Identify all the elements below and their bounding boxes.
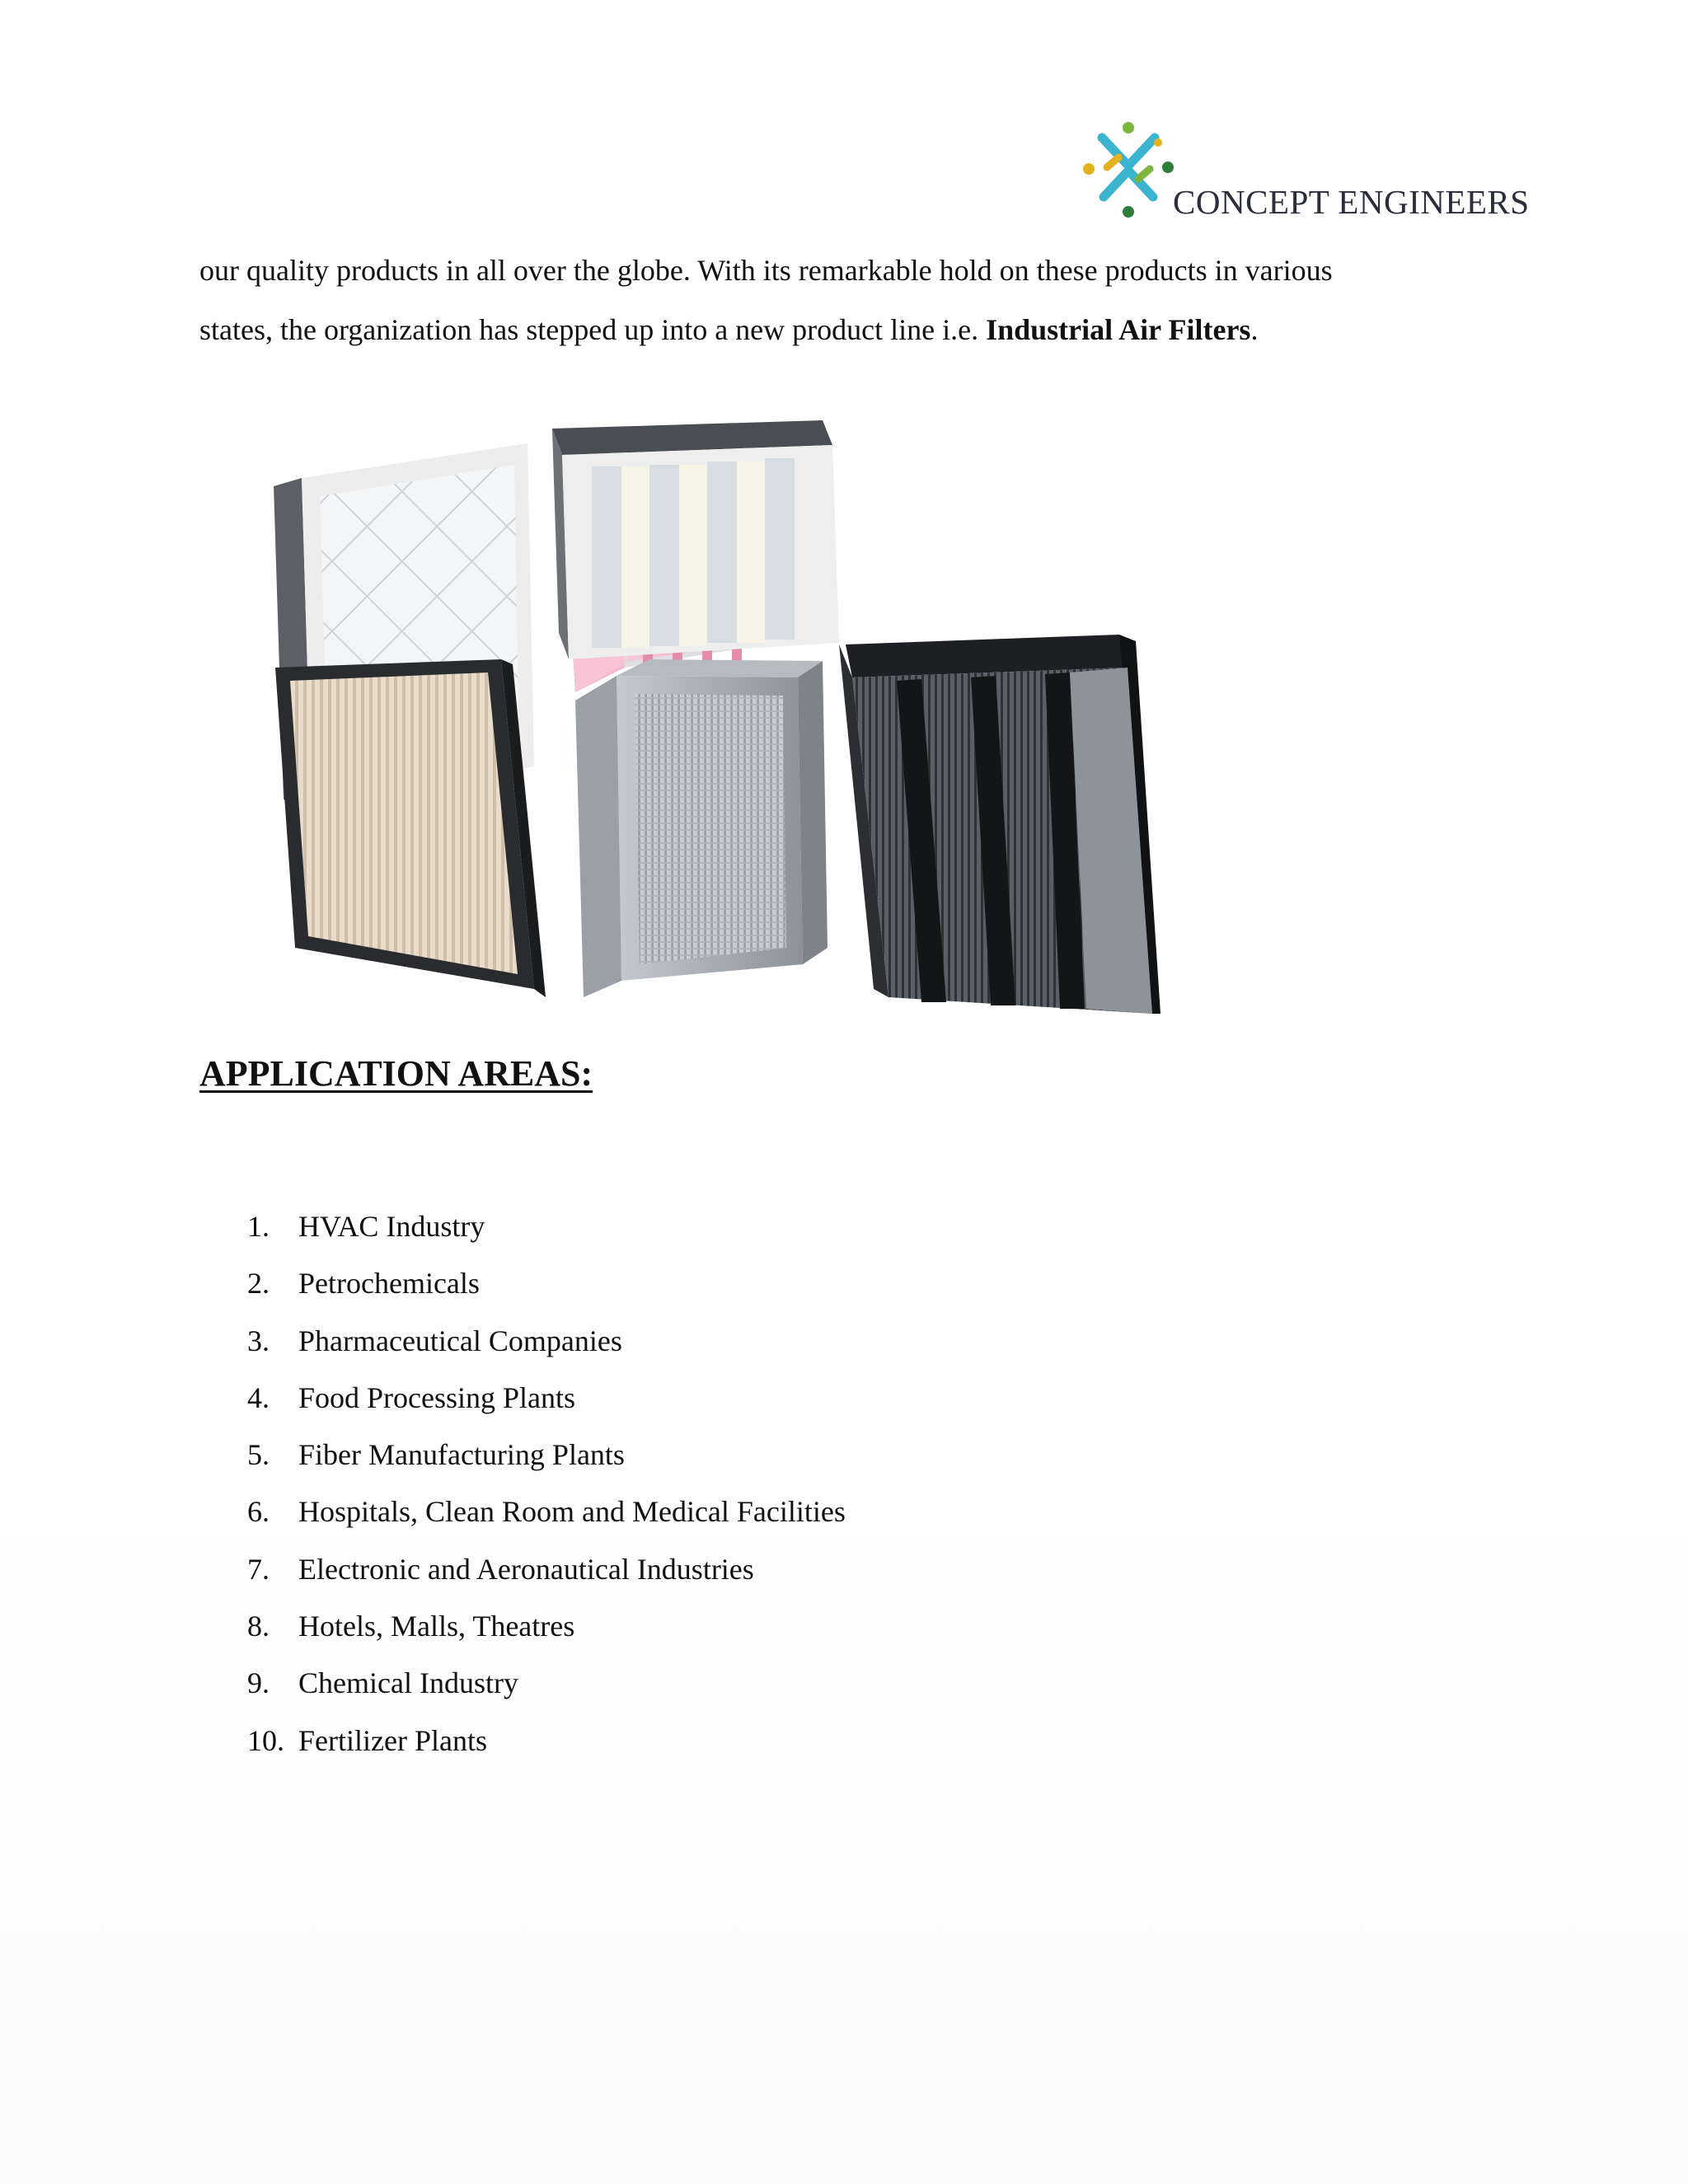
list-item-label: Hospitals, Clean Room and Medical Facilities [298,1495,846,1529]
application-areas-list [247,1202,846,1773]
list-item-number: 9. [247,1666,270,1700]
air-filters-image [262,420,1449,1014]
list-item [247,1258,846,1315]
list-item-number: 8. [247,1610,270,1643]
intro-paragraph [199,241,1518,359]
list-item-number: 1. [247,1210,270,1243]
list-item-number: 4. [247,1380,270,1414]
list-item-number: 7. [247,1552,270,1586]
company-logo [1076,120,1587,227]
product-line-name: Industrial Air Filters [986,313,1251,346]
list-item-number: 3. [247,1324,270,1357]
list-item [247,1202,846,1258]
list-item [247,1487,846,1544]
list-item-label: Electronic and Aeronautical Industries [298,1552,754,1586]
list-item-number: 5. [247,1438,270,1472]
list-item [247,1601,846,1658]
v-cell-filter [839,635,1160,1014]
list-item [247,1373,846,1430]
list-item [247,1716,846,1773]
intro-line-2-end: . [1250,313,1259,346]
list-item-number: 10. [247,1723,284,1757]
intro-line-2-text: states, the organization has stepped up into a new product line i.e. [199,313,987,346]
list-item [247,1316,846,1373]
intro-line-1: our quality products in all over the globe. With its remarkable hold on these products in various [199,254,1333,287]
air-filters-illustration [262,420,1449,1014]
concept-engineers-logo-icon [1079,120,1178,218]
list-item [247,1658,846,1715]
intro-line-2 [199,300,1518,359]
list-item [247,1430,846,1487]
logo-wordmark: CONCEPT ENGINEERS [1173,183,1530,221]
v-bank-compact-filter [552,420,839,659]
list-item-label: Fiber Manufacturing Plants [298,1438,625,1472]
list-item-label: Fertilizer Plants [298,1723,487,1757]
list-item-label: Petrochemicals [298,1267,480,1301]
application-areas-heading: APPLICATION AREAS: [199,1053,593,1094]
list-item-label: HVAC Industry [298,1210,485,1243]
list-item-number: 6. [247,1495,270,1529]
list-item-number: 2. [247,1267,270,1301]
list-item-label: Pharmaceutical Companies [298,1324,622,1357]
list-item [247,1544,846,1601]
list-item-label: Hotels, Malls, Theatres [298,1610,575,1643]
list-item-label: Food Processing Plants [298,1380,576,1414]
list-item-label: Chemical Industry [298,1666,518,1700]
box-filter [575,659,828,997]
minipleat-hepa-filter [275,659,546,997]
